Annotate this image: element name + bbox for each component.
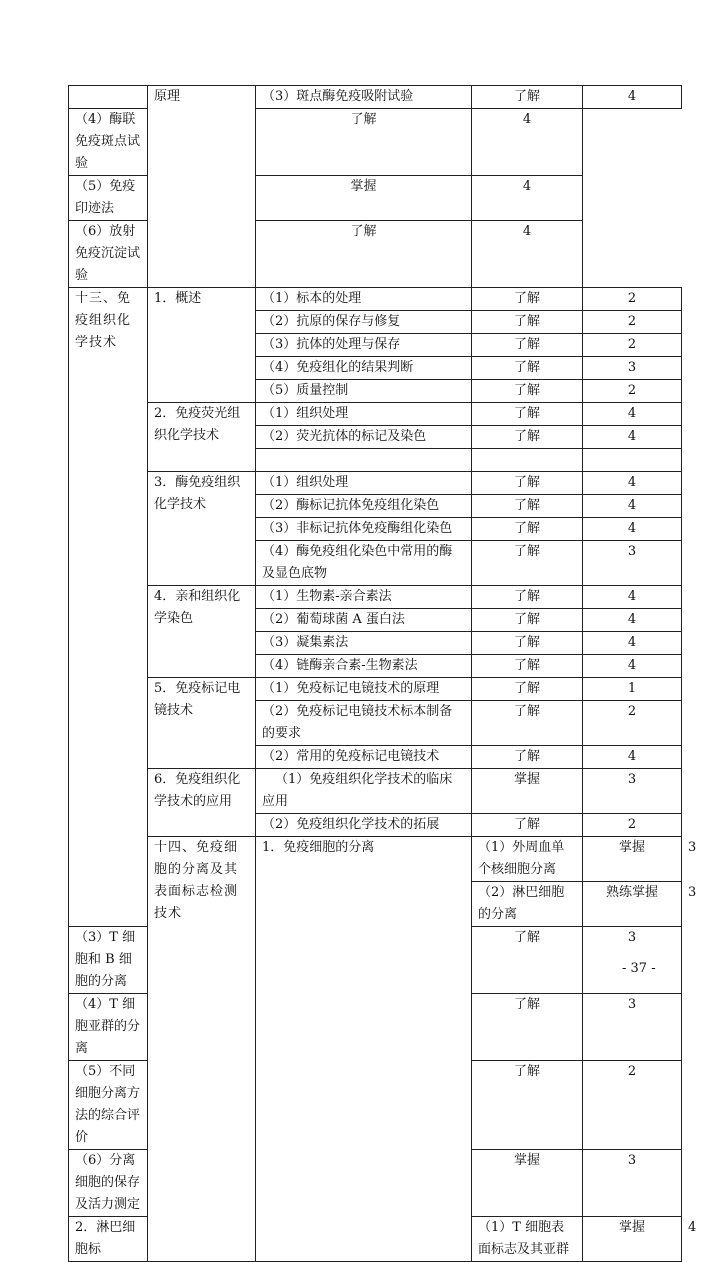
hours-cell: 2 — [583, 334, 682, 357]
table-row — [69, 678, 682, 701]
topic-cell: 6．免疫组织化学技术的应用 — [148, 769, 256, 837]
table-row — [69, 769, 682, 814]
hours-cell: 3 — [583, 927, 682, 994]
topic-cell: 4．亲和组织化学染色 — [148, 586, 256, 678]
content-cell: （3）凝集素法 — [256, 632, 472, 655]
content-cell: （5）质量控制 — [256, 380, 472, 403]
content-cell: （1）免疫标记电镜技术的原理 — [256, 678, 472, 701]
topic-cell: 2．淋巴细胞标 — [69, 1217, 148, 1262]
level-cell: 了解 — [472, 311, 583, 334]
hours-cell: 2 — [583, 380, 682, 403]
level-cell: 掌握 — [583, 1217, 682, 1262]
hours-cell: 4 — [583, 609, 682, 632]
content-cell: （3）T 细胞和 B 细胞的分离 — [69, 927, 148, 994]
level-cell: 了解 — [472, 288, 583, 311]
hours-cell: 3 — [583, 994, 682, 1061]
level-cell: 了解 — [472, 927, 583, 994]
hours-cell — [583, 449, 682, 472]
hours-cell: 4 — [472, 176, 583, 221]
topic-cell: 2．免疫荧光组织化学技术 — [148, 403, 256, 472]
level-cell: 了解 — [472, 1061, 583, 1150]
hours-cell: 4 — [583, 586, 682, 609]
content-cell: （6）分离细胞的保存及活力测定 — [69, 1150, 148, 1217]
hours-cell: 4 — [583, 518, 682, 541]
content-cell: （3）抗体的处理与保存 — [256, 334, 472, 357]
table-row — [69, 586, 682, 609]
level-cell: 了解 — [472, 541, 583, 586]
content-cell: （2）免疫标记电镜技术标本制备的要求 — [256, 701, 472, 746]
hours-cell: 2 — [583, 1061, 682, 1150]
content-cell: （4）酶免疫组化染色中常用的酶及显色底物 — [256, 541, 472, 586]
level-cell: 了解 — [472, 426, 583, 449]
hours-cell: 3 — [583, 1150, 682, 1217]
content-cell: （1）组织处理 — [256, 403, 472, 426]
content-cell: （2）抗原的保存与修复 — [256, 311, 472, 334]
topic-cell: 1．免疫细胞的分离 — [256, 837, 472, 1262]
unit-cell: 十三、免疫组织化学技术 — [69, 288, 148, 927]
level-cell: 掌握 — [583, 837, 682, 882]
table-row: （2）淋巴细胞的分离 熟练掌握 3 — [69, 882, 682, 927]
topic-cell: 1．概述 — [148, 288, 256, 403]
content-cell: （1）外周血单个核细胞分离 — [472, 837, 583, 882]
content-cell: （4）免疫组化的结果判断 — [256, 357, 472, 380]
level-cell: 了解 — [472, 357, 583, 380]
content-cell: （2）淋巴细胞的分离 — [472, 882, 583, 927]
hours-cell: 4 — [583, 86, 682, 109]
table-row: 十四、免疫细胞的分离及其表面标志检测技术 1．免疫细胞的分离 （1）外周血单个核细胞分离 掌握 3 — [69, 837, 682, 882]
hours-cell: 4 — [583, 403, 682, 426]
content-cell: （2）免疫组织化学技术的拓展 — [256, 814, 472, 837]
level-cell: 掌握 — [256, 176, 472, 221]
topic-cell: 5．免疫标记电镜技术 — [148, 678, 256, 769]
hours-cell: 4 — [583, 632, 682, 655]
content-cell: （1）T 细胞表面标志及其亚群 — [472, 1217, 583, 1262]
level-cell: 了解 — [256, 109, 472, 176]
level-cell: 了解 — [472, 403, 583, 426]
level-cell: 了解 — [472, 994, 583, 1061]
table-row — [69, 288, 682, 311]
hours-cell: 3 — [583, 541, 682, 586]
hours-cell: 2 — [583, 311, 682, 334]
level-cell: 了解 — [256, 221, 472, 288]
level-cell: 掌握 — [472, 769, 583, 814]
page-number: - 37 - — [622, 961, 656, 976]
level-cell: 了解 — [472, 701, 583, 746]
content-cell — [256, 449, 472, 472]
hours-cell: 4 — [583, 495, 682, 518]
level-cell: 了解 — [472, 334, 583, 357]
hours-cell: 3 — [583, 769, 682, 814]
hours-cell: 4 — [583, 426, 682, 449]
level-cell: 熟练掌握 — [583, 882, 682, 927]
content-cell: （4）酶联免疫斑点试验 — [69, 109, 148, 176]
level-cell: 了解 — [472, 586, 583, 609]
level-cell: 掌握 — [472, 1150, 583, 1217]
unit-cell — [69, 86, 148, 109]
table-row — [69, 403, 682, 426]
level-cell: 了解 — [472, 678, 583, 701]
level-cell: 了解 — [472, 495, 583, 518]
table-row: 2．淋巴细胞标 （1）T 细胞表面标志及其亚群 掌握 4 — [69, 1217, 682, 1262]
hours-cell: 2 — [583, 814, 682, 837]
hours-cell: 4 — [472, 109, 583, 176]
hours-cell: 4 — [472, 221, 583, 288]
hours-cell: 2 — [583, 701, 682, 746]
unit-cell: 十四、免疫细胞的分离及其表面标志检测技术 — [148, 837, 256, 1262]
hours-cell: 3 — [583, 357, 682, 380]
content-cell: （3）非标记抗体免疫酶组化染色 — [256, 518, 472, 541]
content-cell: （4）T 细胞亚群的分离 — [69, 994, 148, 1061]
level-cell: 了解 — [472, 380, 583, 403]
content-cell: （3）斑点酶免疫吸附试验 — [256, 86, 472, 109]
content-cell: （5）免疫印迹法 — [69, 176, 148, 221]
content-cell: （4）链酶亲合素-生物素法 — [256, 655, 472, 678]
level-cell — [472, 449, 583, 472]
content-cell: （2）常用的免疫标记电镜技术 — [256, 746, 472, 769]
content-cell: （5）不同细胞分离方法的综合评价 — [69, 1061, 148, 1150]
hours-cell: 4 — [583, 655, 682, 678]
content-cell: （1）标本的处理 — [256, 288, 472, 311]
content-cell: （2）荧光抗体的标记及染色 — [256, 426, 472, 449]
content-cell: （1）免疫组织化学技术的临床应用 — [256, 769, 472, 814]
table-row — [69, 472, 682, 495]
level-cell: 了解 — [472, 518, 583, 541]
content-cell: （6）放射免疫沉淀试验 — [69, 221, 148, 288]
syllabus-table-body — [69, 86, 697, 1262]
topic-cell: 原理 — [148, 86, 256, 288]
level-cell: 了解 — [472, 472, 583, 495]
level-cell: 了解 — [472, 609, 583, 632]
level-cell: 了解 — [472, 746, 583, 769]
syllabus-table — [68, 85, 697, 1262]
level-cell: 了解 — [472, 86, 583, 109]
hours-cell: 1 — [583, 678, 682, 701]
level-cell: 了解 — [472, 632, 583, 655]
content-cell: （2）葡萄球菌 A 蛋白法 — [256, 609, 472, 632]
hours-cell: 2 — [583, 288, 682, 311]
content-cell: （2）酶标记抗体免疫组化染色 — [256, 495, 472, 518]
topic-cell: 3．酶免疫组织化学技术 — [148, 472, 256, 586]
hours-cell: 4 — [583, 472, 682, 495]
level-cell: 了解 — [472, 655, 583, 678]
level-cell: 了解 — [472, 814, 583, 837]
content-cell: （1）生物素-亲合素法 — [256, 586, 472, 609]
content-cell: （1）组织处理 — [256, 472, 472, 495]
table-row — [69, 86, 682, 109]
hours-cell: 4 — [583, 746, 682, 769]
